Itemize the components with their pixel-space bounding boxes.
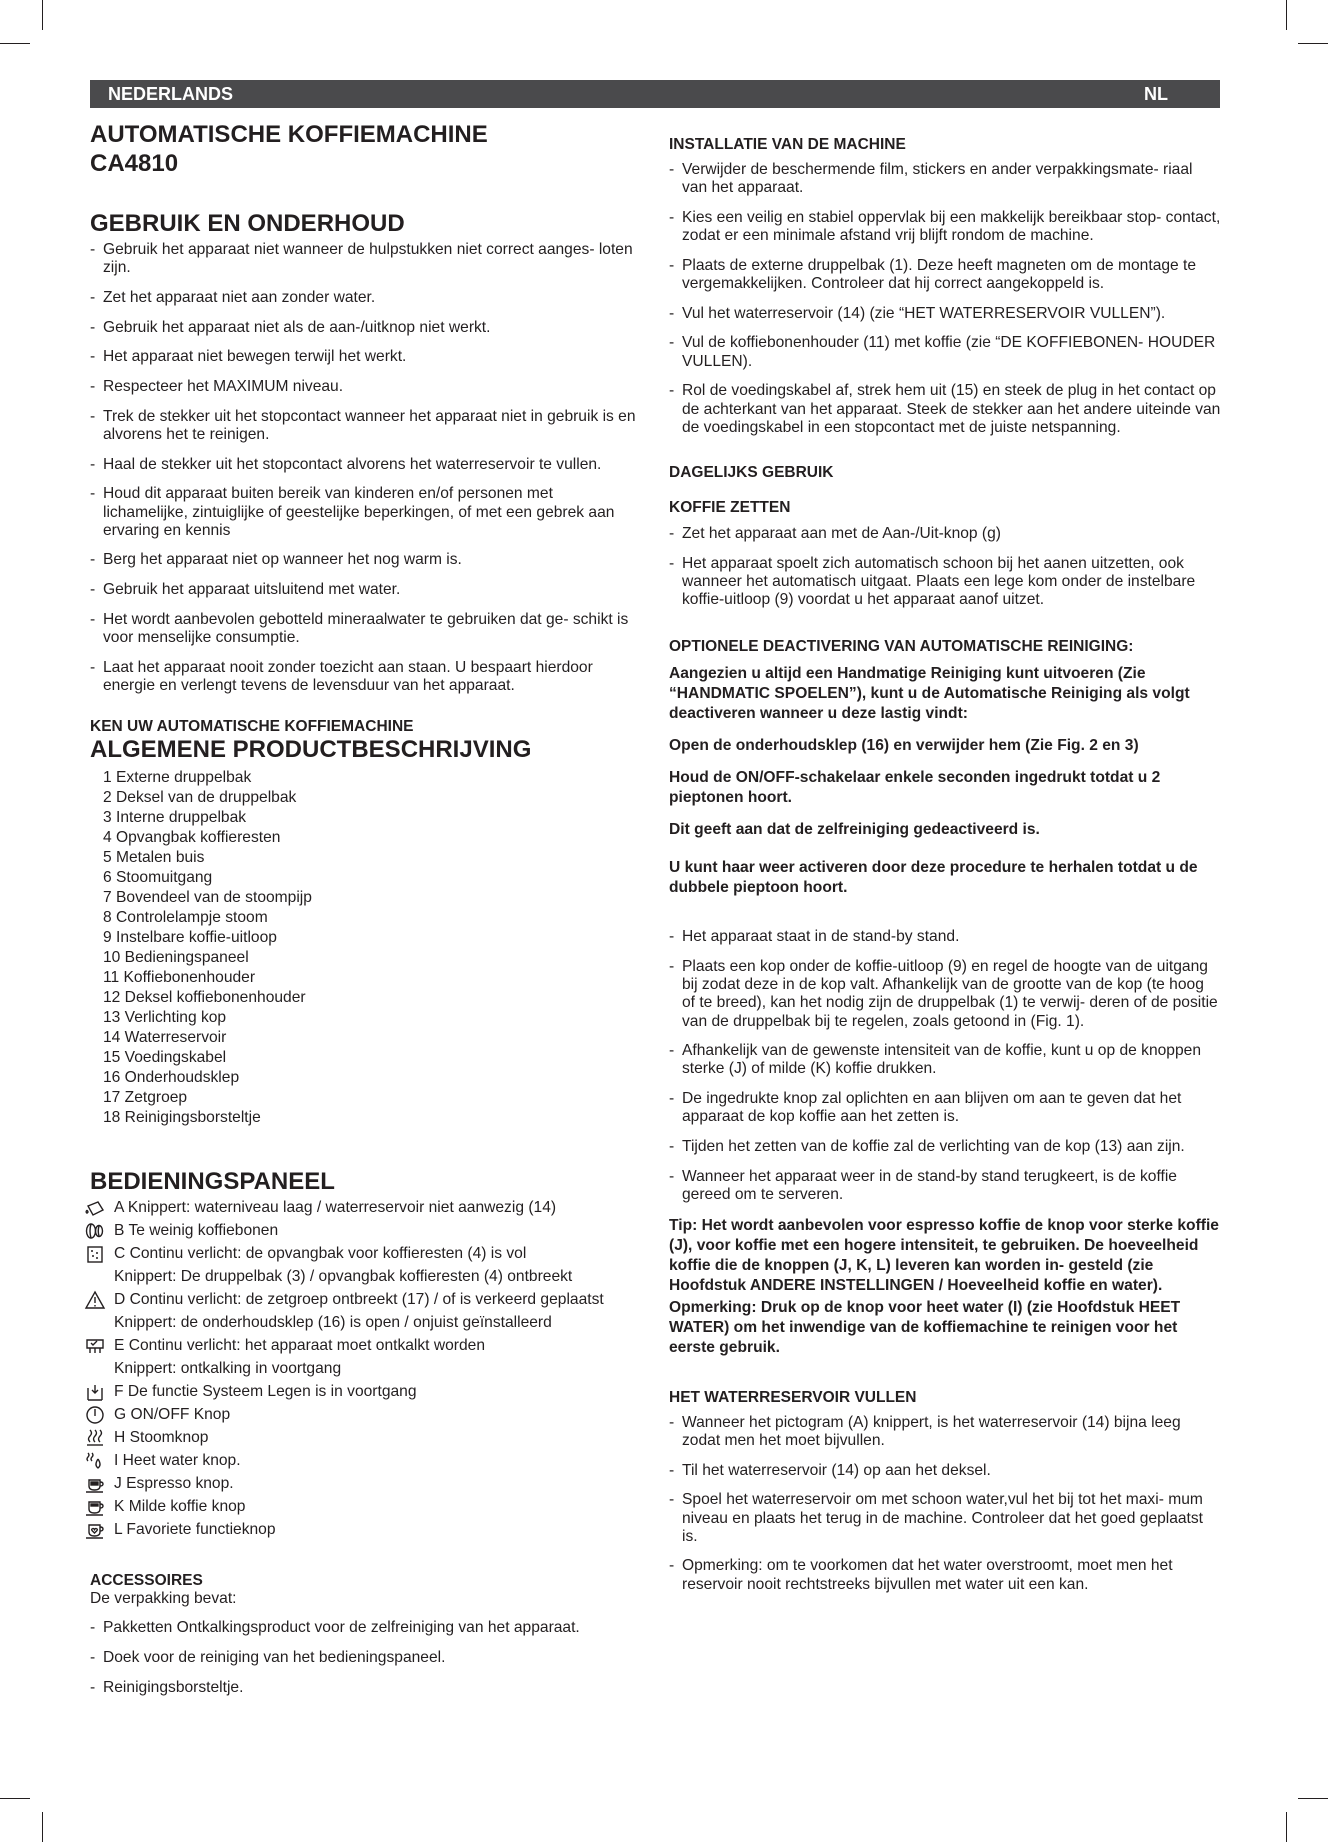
panel-item-subtext: Knippert: ontkalking in voortgang: [114, 1360, 342, 1378]
crop-mark: [1298, 1798, 1328, 1799]
panel-item: [90, 1219, 640, 1242]
panel-item-text: L Favoriete functieknop: [114, 1521, 276, 1539]
list-item: 16 Onderhoudsklep: [103, 1069, 240, 1087]
system-empty-icon: [84, 1382, 106, 1402]
accessories-list: [90, 1619, 640, 1697]
list-item: - Het apparaat niet bewegen terwijl het werkt.: [90, 348, 640, 366]
list-item: - Het apparaat staat in de stand-by stand.: [669, 928, 1221, 946]
use-list: [90, 241, 640, 695]
list-item: - Gebruik het apparaat niet wanneer de hulpstukken niet correct aanges- loten zijn.: [90, 241, 640, 277]
panel-item-text: C Continu verlicht: de opvangbak voor koffieresten (4) is vol: [114, 1245, 527, 1263]
list-item: - Tijden het zetten van de koffie zal de verlichting van de kop (13) aan zijn.: [669, 1138, 1221, 1156]
list-item: - Rol de voedingskabel af, strek hem uit (15) en steek de plug in het contact op de achterkant van het apparaat. Steek de stekker aan het andere uiteinde van de voedingskabel in een stopcontact met de juiste netspanning.: [669, 382, 1221, 437]
list-item: 17 Zetgroep: [103, 1089, 188, 1107]
list-item: 7 Bovendeel van de stoompijp: [103, 889, 312, 907]
power-icon: [84, 1405, 106, 1425]
accessories-title: ACCESSOIRES: [90, 1572, 203, 1590]
list-item: - Spoel het waterreservoir om met schoon water,vul het bij tot het maxi- mum niveau en plaats het terug in de machine. Controleer dat het goed geplaatst is.: [669, 1491, 1221, 1546]
remark-paragraph: Opmerking: Druk op de knop voor heet water (I) (zie Hoofdstuk HEET WATER) om het inwendige van de koffiemachine te reinigen voor het eerste gebruik.: [669, 1298, 1181, 1356]
mild-coffee-icon: [84, 1497, 106, 1517]
optional-title: OPTIONELE DEACTIVERING VAN AUTOMATISCHE REINIGING:: [669, 638, 1134, 656]
fill-title: HET WATERRESERVOIR VULLEN: [669, 1388, 917, 1406]
panel-item: [90, 1495, 640, 1518]
panel-item: [90, 1380, 640, 1403]
list-item: - Het wordt aanbevolen gebotteld mineraalwater te gebruiken dat ge- schikt is voor menselijke consumptie.: [90, 611, 640, 647]
desc-title: ALGEMENE PRODUCTBESCHRIJVING: [90, 736, 532, 764]
accessories-intro: De verpakking bevat:: [90, 1590, 237, 1608]
list-item: - Verwijder de beschermende film, stickers en ander verpakkingsmate- riaal van het apparaat.: [669, 161, 1221, 197]
brew-list: [669, 928, 1221, 1204]
left-column: [90, 120, 640, 1708]
list-item: - Houd dit apparaat buiten bereik van kinderen en/of personen met lichamelijke, zintuiglijke of geestelijke beperkingen, of met een gebrek aan ervaring en kennis: [90, 485, 640, 540]
list-item: - Plaats de externe druppelbak (1). Deze heeft magneten om de montage te vergemakkelijken. Controleer dat hij correct aangekoppeld is.: [669, 257, 1221, 293]
crop-mark: [1286, 1812, 1287, 1842]
hot-water-icon: [84, 1451, 106, 1471]
install-list: [669, 161, 1221, 437]
warning-triangle-icon: [84, 1290, 106, 1310]
coffee-list: [669, 525, 1221, 609]
list-item: - Doek voor de reiniging van het bedieningspaneel.: [90, 1649, 640, 1667]
steam-icon: [84, 1428, 106, 1448]
panel-item-text: A Knippert: waterniveau laag / waterreservoir niet aanwezig (14): [114, 1199, 557, 1217]
title-line-2: CA4810: [90, 150, 179, 177]
language-header-bar: [90, 80, 1220, 108]
list-item: 4 Opvangbak koffieresten: [103, 829, 281, 847]
list-item: - Kies een veilig en stabiel oppervlak bij een makkelijk bereikbaar stop- contact, zodat er een minimale afstand vrij blijft rondom de machine.: [669, 209, 1221, 245]
coffee-beans-icon: [84, 1221, 106, 1241]
list-item: 14 Waterreservoir: [103, 1029, 227, 1047]
fill-list: [669, 1414, 1221, 1594]
water-tank-icon: [84, 1198, 106, 1218]
panel-item-text: K Milde koffie knop: [114, 1498, 246, 1516]
use-section-title: GEBRUIK EN ONDERHOUD: [90, 210, 405, 237]
coffee-title: KOFFIE ZETTEN: [669, 498, 791, 516]
list-item: - Zet het apparaat niet aan zonder water.: [90, 289, 640, 307]
list-item: 3 Interne druppelbak: [103, 809, 247, 827]
list-item: - Gebruik het apparaat niet als de aan-/uitknop niet werkt.: [90, 319, 640, 337]
panel-item-subtext: Knippert: de onderhoudsklep (16) is open / onjuist geïnstalleerd: [114, 1314, 552, 1332]
know-title: KEN UW AUTOMATISCHE KOFFIEMACHINE: [90, 718, 414, 736]
panel-item-text: D Continu verlicht: de zetgroep ontbreekt (17) / of is verkeerd geplaatst: [114, 1291, 604, 1309]
list-item: - Haal de stekker uit het stopcontact alvorens het waterreservoir te vullen.: [90, 456, 640, 474]
list-item: - Laat het apparaat nooit zonder toezicht aan staan. U bespaart hierdoor energie en verlengt tevens de levensduur van het apparaat.: [90, 659, 640, 695]
descaling-icon: [84, 1336, 106, 1356]
panel-item-text: G ON/OFF Knop: [114, 1406, 231, 1424]
panel-item-text: J Espresso knop.: [114, 1475, 234, 1493]
list-item: - Berg het apparaat niet op wanneer het nog warm is.: [90, 551, 640, 569]
list-item: - Trek de stekker uit het stopcontact wanneer het apparaat niet in gebruik is en alvorens het te reinigen.: [90, 408, 640, 444]
panel-item: [90, 1288, 640, 1334]
panel-title: BEDIENINGSPANEEL: [90, 1168, 335, 1196]
daily-title: DAGELIJKS GEBRUIK: [669, 463, 834, 481]
tip-paragraph: Tip: Het wordt aanbevolen voor espresso koffie de knop voor sterke koffie (J), voor koffie met een hogere intensiteit, te gebruiken. De hoeveelheid koffie die de knoppen (J, K, L) leveren kan worden in- gesteld (zie Hoofdstuk ANDERE INSTELLINGEN / Hoeveelheid koffie en water).: [669, 1216, 1219, 1294]
panel-item: [90, 1449, 640, 1472]
right-column: [669, 135, 1221, 1605]
list-item: - Respecteer het MAXIMUM niveau.: [90, 378, 640, 396]
list-item: - Opmerking: om te voorkomen dat het water overstroomt, moet men het reservoir nooit rechtstreeks bijvullen met water uit een kan.: [669, 1557, 1221, 1593]
list-item: - Pakketten Ontkalkingsproduct voor de zelfreiniging van het apparaat.: [90, 1619, 640, 1637]
list-item: - Wanneer het pictogram (A) knippert, is het waterreservoir (14) bijna leeg zodat men het moet bijvullen.: [669, 1414, 1221, 1450]
panel-item-text: E Continu verlicht: het apparaat moet ontkalkt worden: [114, 1337, 485, 1355]
list-item: - Gebruik het apparaat uitsluitend met water.: [90, 581, 640, 599]
list-item: - Reinigingsborsteltje.: [90, 1679, 640, 1697]
language-label: NEDERLANDS: [108, 84, 234, 104]
panel-item-text: B Te weinig koffiebonen: [114, 1222, 279, 1240]
list-item: - Plaats een kop onder de koffie-uitloop (9) en regel de hoogte van de uitgang bij zodat deze in de kop valt. Afhankelijk van de grootte van de kop (te hoog of te breed), kan het nodig zijn de druppelbak (1) te verwij- deren of de positie van de druppelbak bij te regelen, zoals getoond in (Fig. 1).: [669, 958, 1221, 1031]
language-code: NL: [1144, 84, 1168, 104]
list-item: 13 Verlichting kop: [103, 1009, 227, 1027]
panel-item-text: H Stoomknop: [114, 1429, 209, 1447]
list-item: 9 Instelbare koffie-uitloop: [103, 929, 277, 947]
panel-item-subtext: Knippert: De druppelbak (3) / opvangbak koffieresten (4) ontbreekt: [114, 1268, 573, 1286]
list-item: - Vul het waterreservoir (14) (zie “HET WATERRESERVOIR VULLEN”).: [669, 305, 1221, 323]
grounds-container-icon: [84, 1244, 106, 1264]
panel-item-text: I Heet water knop.: [114, 1452, 241, 1470]
list-item: 1 Externe druppelbak: [103, 769, 252, 787]
list-item: - Til het waterreservoir (14) op aan het deksel.: [669, 1462, 1221, 1480]
list-item: - Wanneer het apparaat weer in de stand-by stand terugkeert, is de koffie gereed om te serveren.: [669, 1168, 1221, 1204]
panel-item: [90, 1334, 640, 1380]
panel-item: [90, 1403, 640, 1426]
paragraph: Houd de ON/OFF-schakelaar enkele seconden ingedrukt totdat u 2 pieptonen hoort.: [669, 769, 1161, 807]
document-title: [90, 120, 640, 178]
crop-mark: [42, 0, 43, 30]
crop-mark: [42, 1812, 43, 1842]
panel-item: [90, 1242, 640, 1288]
crop-mark: [1286, 0, 1287, 30]
parts-list: [90, 768, 640, 1128]
panel-item: [90, 1426, 640, 1449]
crop-mark: [0, 1798, 30, 1799]
list-item: 8 Controlelampje stoom: [103, 909, 268, 927]
panel-item: [90, 1196, 640, 1219]
crop-mark: [0, 43, 30, 44]
list-item: 5 Metalen buis: [103, 849, 205, 867]
list-item: - Afhankelijk van de gewenste intensiteit van de koffie, kunt u op de knoppen sterke (J) of milde (K) koffie drukken.: [669, 1042, 1221, 1078]
panel-list: [90, 1196, 640, 1541]
panel-item-text: F De functie Systeem Legen is in voortgang: [114, 1383, 417, 1401]
list-item: 18 Reinigingsborsteltje: [103, 1109, 261, 1127]
list-item: - Het apparaat spoelt zich automatisch schoon bij het aanen uitzetten, ook wanneer het automatisch uitgaat. Plaats een lege kom onder de instelbare koffie-uitloop (9) voordat u het apparaat aanof uitzet.: [669, 555, 1221, 610]
paragraph: U kunt haar weer activeren door deze procedure te herhalen totdat u de dubbele pieptoon hoort.: [669, 859, 1198, 897]
crop-mark: [1298, 43, 1328, 44]
list-item: - Vul de koffiebonenhouder (11) met koffie (zie “DE KOFFIEBONEN- HOUDER VULLEN).: [669, 334, 1221, 370]
panel-item: [90, 1472, 640, 1495]
list-item: - De ingedrukte knop zal oplichten en aan blijven om aan te geven dat het apparaat de kop koffie aan het zetten is.: [669, 1090, 1221, 1126]
list-item: 11 Koffiebonenhouder: [103, 969, 256, 987]
list-item: 15 Voedingskabel: [103, 1049, 227, 1067]
list-item: 10 Bedieningspaneel: [103, 949, 249, 967]
paragraph: Dit geeft aan dat de zelfreiniging gedeactiveerd is.: [669, 821, 1040, 839]
favorite-cup-icon: [84, 1520, 106, 1540]
panel-item: [90, 1518, 640, 1541]
espresso-cup-icon: [84, 1474, 106, 1494]
paragraph: Aangezien u altijd een Handmatige Reiniging kunt uitvoeren (Zie “HANDMATIC SPOELEN”), kunt u de Automatische Reiniging als volgt deactiveren wanneer u deze lastig vindt:: [669, 665, 1190, 723]
title-line-1: AUTOMATISCHE KOFFIEMACHINE: [90, 121, 488, 148]
paragraph: Open de onderhoudsklep (16) en verwijder hem (Zie Fig. 2 en 3): [669, 737, 1139, 755]
list-item: 6 Stoomuitgang: [103, 869, 213, 887]
list-item: 2 Deksel van de druppelbak: [103, 789, 297, 807]
install-title: INSTALLATIE VAN DE MACHINE: [669, 136, 906, 153]
list-item: - Zet het apparaat aan met de Aan-/Uit-knop (g): [669, 525, 1221, 543]
list-item: 12 Deksel koffiebonenhouder: [103, 989, 306, 1007]
